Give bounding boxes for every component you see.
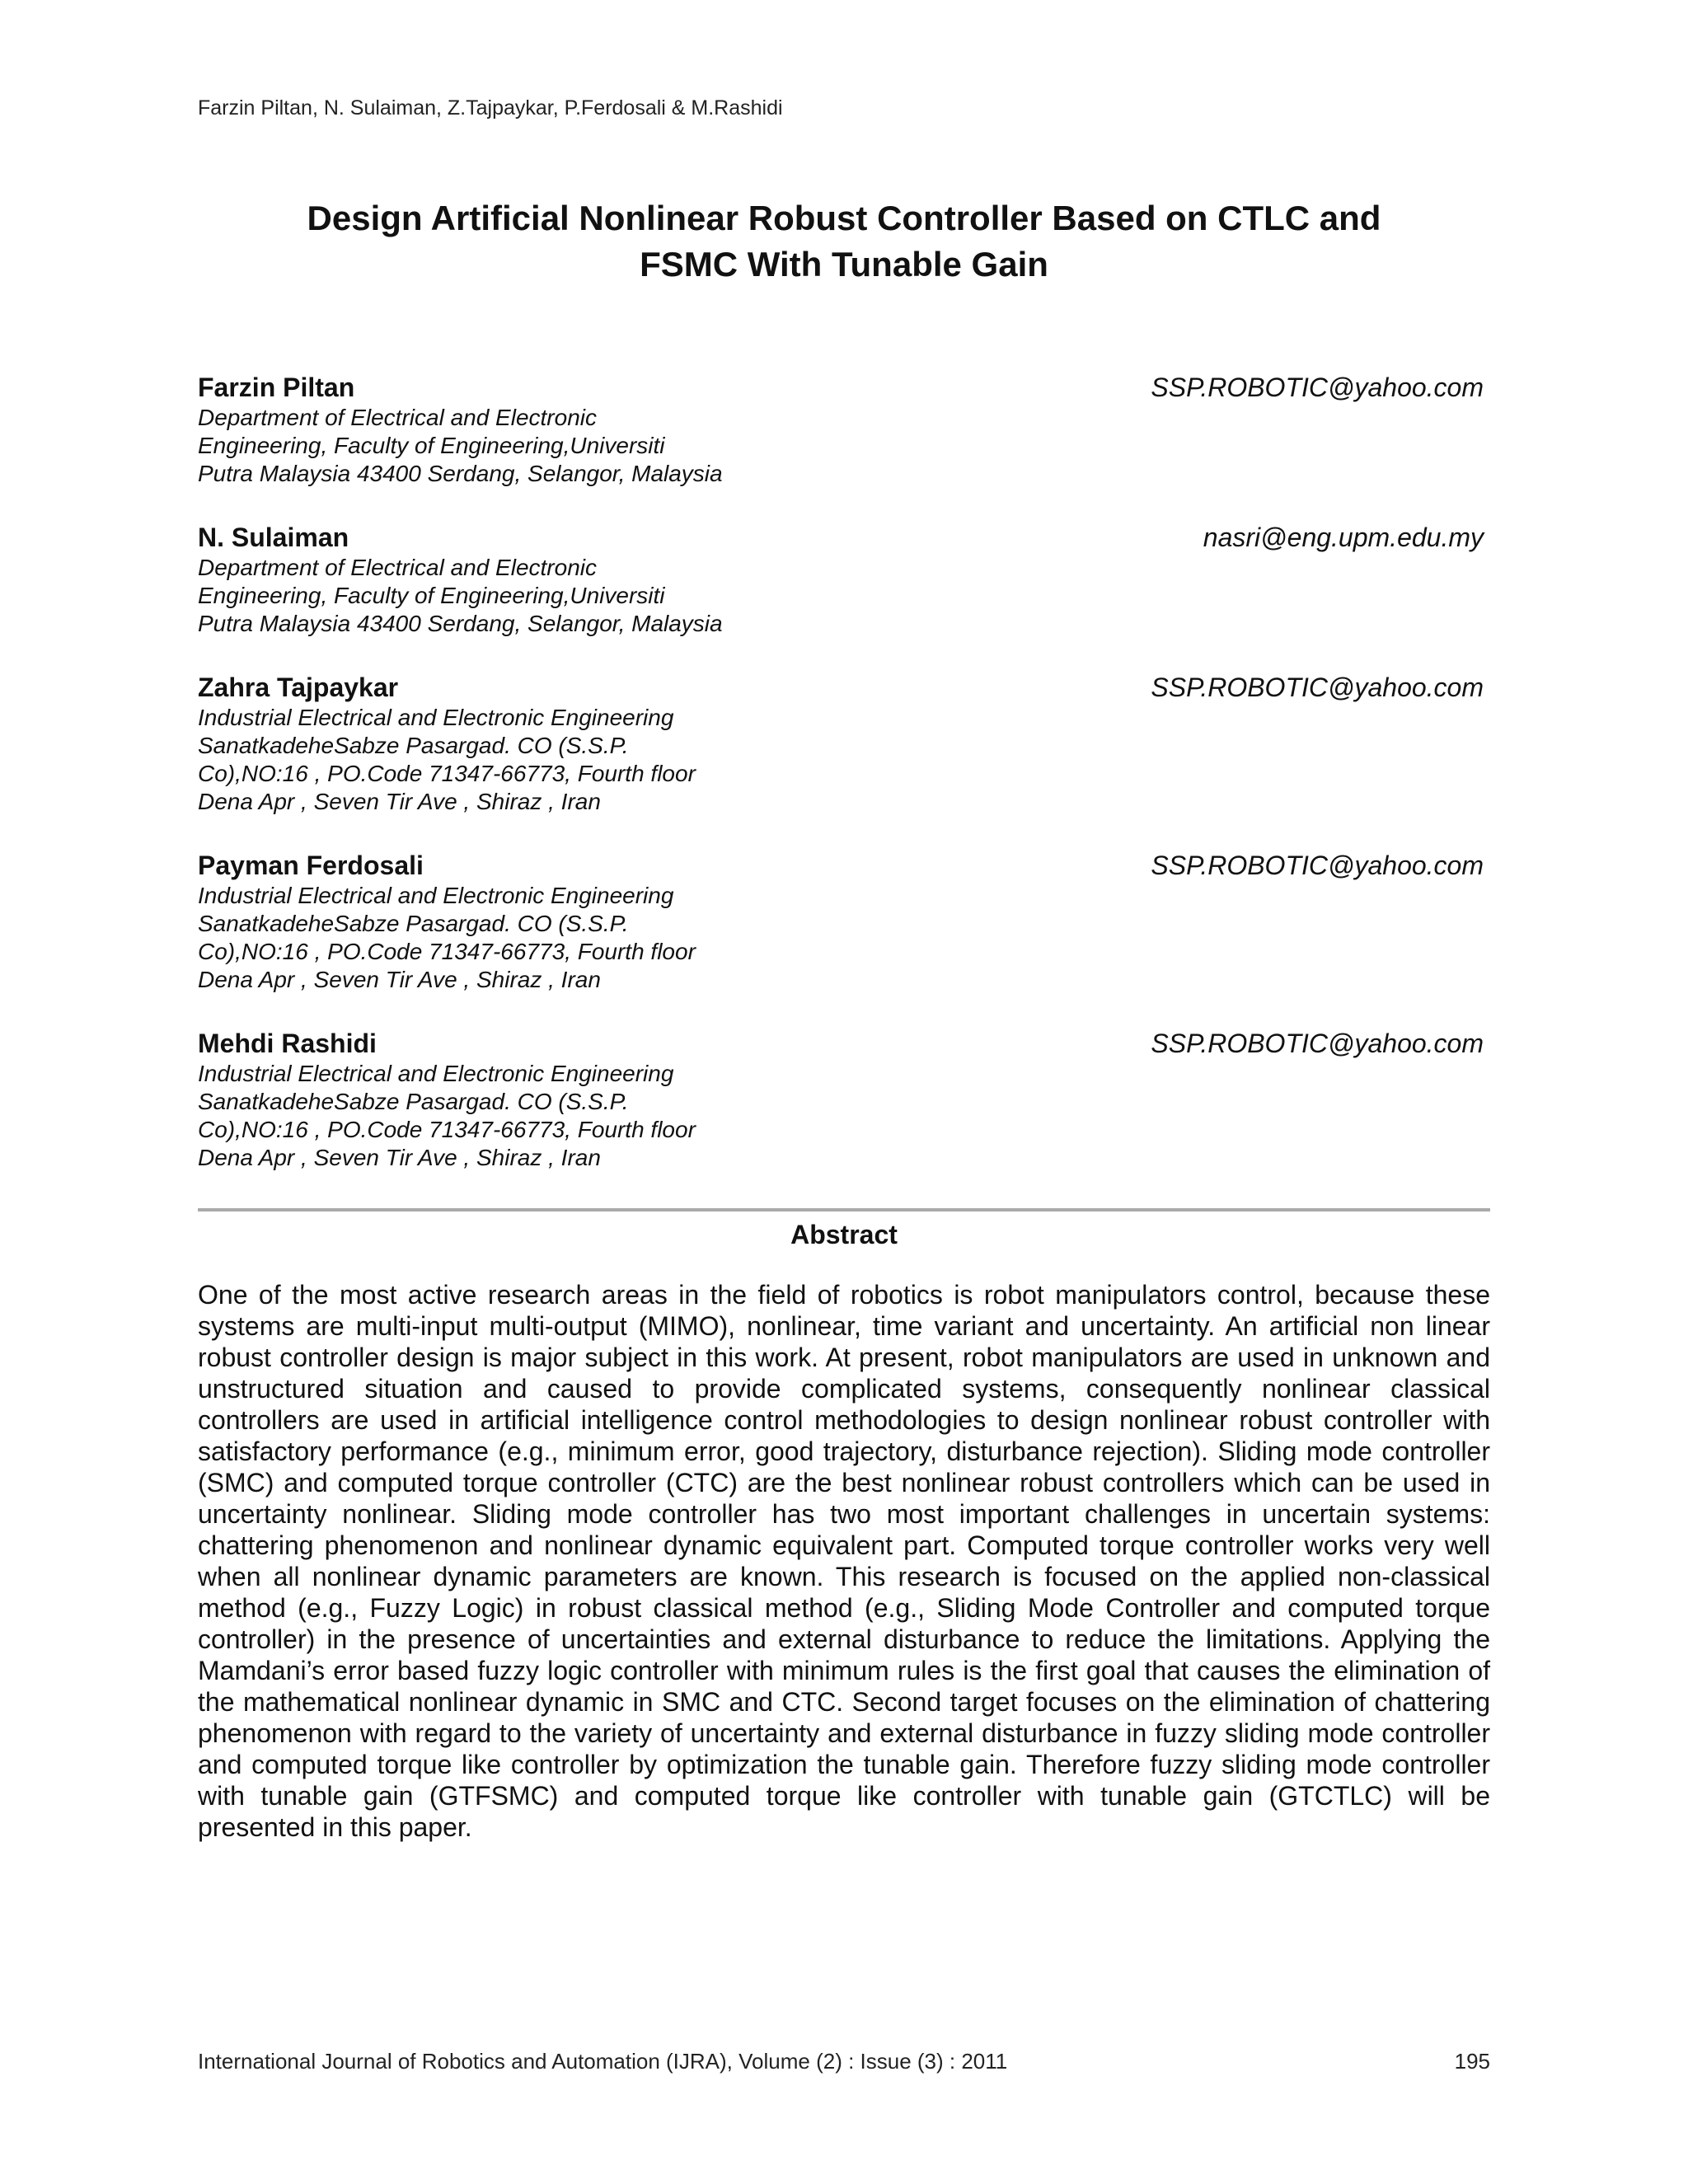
- abstract-text: One of the most active research areas in the field of robotics is robot manipulators control, because these systems are multi-input multi-output (MIMO), nonlinear, time variant and uncertainty. An artificial non linear robust controller design is major subject in this work. At present, robot manipulators are used in unknown and unstructured situation and caused to provide complicated systems, consequently nonlinear classical controllers are used in artificial intelligence control methodologies to design nonlinear robust controller with satisfactory performance (e.g., minimum error, good trajectory, disturbance rejection). Sliding mode controller (SMC) and computed torque controller (CTC) are the best nonlinear robust controllers which can be used in uncertainty nonlinear. Sliding mode controller has two most important challenges in uncertain systems: chattering phenomenon and nonlinear dynamic equivalent part. Computed torque controller works very well when all nonlinear dynamic parameters are known. This research is focused on the applied non-classical method (e.g., Fuzzy Logic) in robust classical method (e.g., Sliding Mode Controller and computed torque controller) in the presence of uncertainties and external disturbance to reduce the limitations. Applying the Mamdani’s error based fuzzy logic controller with minimum rules is the first goal that causes the elimination of the mathematical nonlinear dynamic in SMC and CTC. Second target focuses on the elimination of chattering phenomenon with regard to the variety of uncertainty and external disturbance in fuzzy sliding mode controller and computed torque like controller by optimization the tunable gain. Therefore fuzzy sliding mode controller with tunable gain (GTFSMC) and computed torque like controller with tunable gain (GTCTLC) will be presented in this paper.: [198, 1280, 1490, 1842]
- affiliation-line: Engineering, Faculty of Engineering,Universiti: [198, 433, 665, 458]
- page-number: 195: [1454, 2049, 1490, 2074]
- affiliation-line: SanatkadeheSabze Pasargad. CO (S.S.P.: [198, 911, 629, 936]
- author-name: Payman Ferdosali: [198, 851, 424, 880]
- footer-journal: International Journal of Robotics and Automation (IJRA), Volume (2) : Issue (3) : 2011: [198, 2049, 1008, 2074]
- author-email[interactable]: SSP.ROBOTIC@yahoo.com: [1151, 373, 1484, 402]
- author-name: Mehdi Rashidi: [198, 1029, 377, 1058]
- affiliation-line: Co),NO:16 , PO.Code 71347-66773, Fourth floor: [198, 939, 696, 964]
- paper-title: [198, 195, 1490, 288]
- affiliation-line: Dena Apr , Seven Tir Ave , Shiraz , Iran: [198, 967, 601, 992]
- abstract-heading: Abstract: [790, 1220, 898, 1249]
- author-block: [198, 1027, 1484, 1172]
- author-block: [198, 371, 1484, 488]
- author-name: N. Sulaiman: [198, 523, 349, 552]
- author-email[interactable]: nasri@eng.upm.edu.my: [1203, 523, 1484, 552]
- author-affiliation: [198, 404, 1484, 488]
- author-email[interactable]: SSP.ROBOTIC@yahoo.com: [1151, 851, 1484, 880]
- affiliation-line: Department of Electrical and Electronic: [198, 555, 597, 580]
- running-head: Farzin Piltan, N. Sulaiman, Z.Tajpaykar, P.Ferdosali & M.Rashidi: [198, 96, 783, 120]
- author-block: [198, 849, 1484, 994]
- affiliation-line: Industrial Electrical and Electronic Engineering: [198, 883, 674, 908]
- author-email[interactable]: SSP.ROBOTIC@yahoo.com: [1151, 1029, 1484, 1058]
- author-list: [198, 371, 1484, 1205]
- affiliation-line: Department of Electrical and Electronic: [198, 405, 597, 430]
- affiliation-line: Putra Malaysia 43400 Serdang, Selangor, Malaysia: [198, 611, 723, 636]
- affiliation-line: SanatkadeheSabze Pasargad. CO (S.S.P.: [198, 1089, 629, 1114]
- affiliation-line: Putra Malaysia 43400 Serdang, Selangor, Malaysia: [198, 461, 723, 486]
- author-block: [198, 671, 1484, 816]
- author-affiliation: [198, 554, 1484, 638]
- affiliation-line: Industrial Electrical and Electronic Engineering: [198, 1061, 674, 1086]
- title-line-1: Design Artificial Nonlinear Robust Controller Based on CTLC and: [307, 199, 1381, 237]
- title-line-2: FSMC With Tunable Gain: [640, 245, 1048, 284]
- affiliation-line: Engineering, Faculty of Engineering,Universiti: [198, 583, 665, 608]
- author-affiliation: [198, 704, 1484, 816]
- affiliation-line: Co),NO:16 , PO.Code 71347-66773, Fourth floor: [198, 761, 696, 786]
- affiliation-line: SanatkadeheSabze Pasargad. CO (S.S.P.: [198, 733, 629, 758]
- author-name: Farzin Piltan: [198, 373, 355, 402]
- author-affiliation: [198, 1060, 1484, 1172]
- affiliation-line: Dena Apr , Seven Tir Ave , Shiraz , Iran: [198, 1145, 601, 1170]
- author-block: [198, 521, 1484, 638]
- affiliation-line: Industrial Electrical and Electronic Engineering: [198, 705, 674, 730]
- affiliation-line: Co),NO:16 , PO.Code 71347-66773, Fourth floor: [198, 1117, 696, 1142]
- author-name: Zahra Tajpaykar: [198, 673, 399, 702]
- affiliation-line: Dena Apr , Seven Tir Ave , Shiraz , Iran: [198, 789, 601, 814]
- page-footer: [198, 2049, 1490, 2074]
- author-affiliation: [198, 882, 1484, 994]
- section-divider: [198, 1208, 1490, 1212]
- author-email[interactable]: SSP.ROBOTIC@yahoo.com: [1151, 673, 1484, 702]
